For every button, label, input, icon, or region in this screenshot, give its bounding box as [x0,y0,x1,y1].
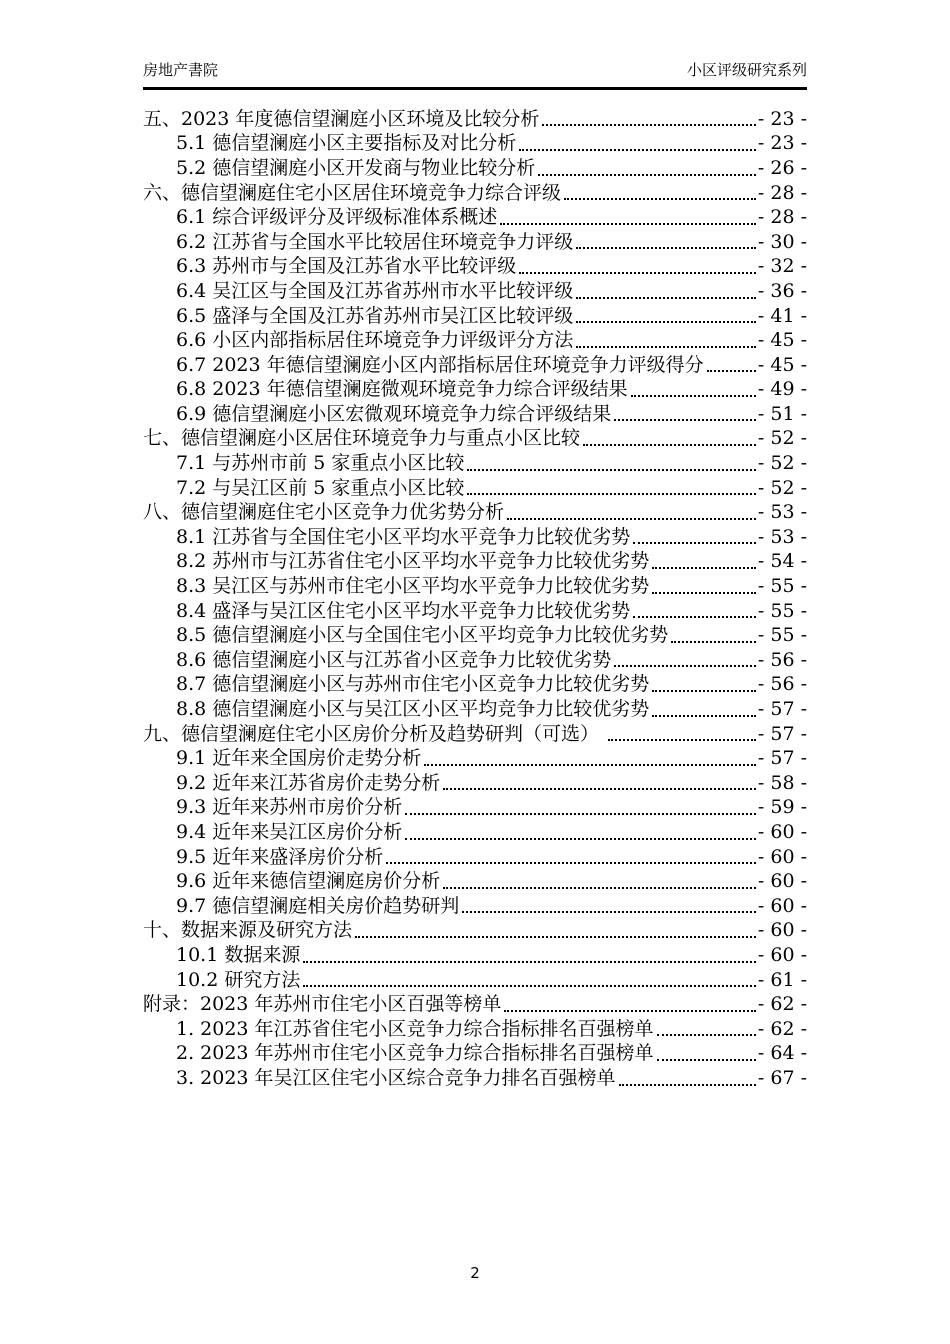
toc-entry[interactable] [143,1017,807,1042]
dot-leader [657,1041,756,1061]
dot-leader [443,869,756,889]
header-right-text: 小区评级研究系列 [686,61,807,79]
toc-entry-title: 6.3 苏州市与全国及江苏省水平比较评级 [176,255,517,278]
toc-entry-page-number: - 28 - [757,206,807,229]
dot-leader [633,599,756,619]
toc-entry-page-number: - 60 - [757,943,807,966]
toc-entry-page-number: - 62 - [757,1017,807,1040]
toc-entry[interactable] [143,795,807,820]
toc-entry[interactable] [143,549,807,574]
toc-entry[interactable] [143,279,807,304]
dot-leader [608,722,756,742]
toc-entry[interactable] [143,205,807,230]
toc-entry-page-number: - 53 - [757,525,807,548]
toc-entry-page-number: - 45 - [757,329,807,352]
dot-leader [631,377,756,397]
dot-leader [707,353,756,373]
toc-entry[interactable] [143,353,807,378]
toc-entry-title: 附录：2023 年苏州市住宅小区百强等榜单 [143,993,502,1016]
toc-entry[interactable] [143,156,807,181]
toc-entry[interactable] [143,722,807,747]
toc-entry-title: 6.5 盛泽与全国及江苏省苏州市吴江区比较评级 [176,304,574,327]
dot-leader [671,623,756,643]
toc-entry-title: 9.4 近年来吴江区房价分析 [176,820,403,843]
toc-entry-page-number: - 60 - [757,845,807,868]
toc-entry-page-number: - 26 - [757,156,807,179]
toc-entry[interactable] [143,377,807,402]
toc-entry-page-number: - 60 - [757,894,807,917]
dot-leader [405,795,756,815]
toc-entry[interactable] [143,918,807,943]
toc-entry-page-number: - 58 - [757,771,807,794]
dot-leader [583,426,756,446]
toc-entry[interactable] [143,845,807,870]
toc-entry[interactable] [143,426,807,451]
toc-entry-title: 6.7 2023 年德信望澜庭小区内部指标居住环境竞争力评级得分 [176,353,704,376]
toc-entry-title: 9.3 近年来苏州市房价分析 [176,796,403,819]
page-number: 2 [470,1264,480,1282]
toc-entry-page-number: - 53 - [757,501,807,524]
dot-leader [355,918,756,938]
dot-leader [576,279,756,299]
toc-entry-page-number: - 51 - [757,402,807,425]
toc-entry-page-number: - 60 - [757,919,807,942]
toc-entry-page-number: - 56 - [757,648,807,671]
toc-entry-page-number: - 55 - [757,599,807,622]
toc-entry[interactable] [143,746,807,771]
toc-entry[interactable] [143,869,807,894]
toc-entry-title: 9.1 近年来全国房价走势分析 [176,747,422,770]
page-header [143,0,807,90]
toc-entry-title: 九、德信望澜庭住宅小区房价分析及趋势研判（可选） [143,722,606,745]
toc-entry[interactable] [143,623,807,648]
toc-entry-title: 9.2 近年来江苏省房价走势分析 [176,771,441,794]
toc-entry-page-number: - 60 - [757,870,807,893]
toc-entry[interactable] [143,181,807,206]
toc-entry-page-number: - 55 - [757,624,807,647]
dot-leader [467,451,755,471]
dot-leader [576,328,756,348]
dot-leader [652,574,756,594]
toc-entry-page-number: - 30 - [757,230,807,253]
toc-entry-title: 8.8 德信望澜庭小区与吴江区小区平均竞争力比较优劣势 [176,698,650,720]
dot-leader [405,820,756,840]
toc-entry[interactable] [143,131,807,156]
toc-entry[interactable] [143,230,807,255]
toc-entry-title: 8.2 苏州市与江苏省住宅小区平均水平竞争力比较优劣势 [176,550,650,573]
toc-entry[interactable] [143,968,807,993]
toc-entry-page-number: - 62 - [757,993,807,1016]
toc-entry[interactable] [143,648,807,673]
toc-entry[interactable] [143,402,807,427]
header-left-text: 房地产書院 [143,61,219,79]
dot-leader [507,500,756,520]
toc-entry-title: 8.7 德信望澜庭小区与苏州市住宅小区竞争力比较优劣势 [176,673,650,696]
toc-entry-page-number: - 60 - [757,820,807,843]
dot-leader [619,1066,756,1086]
toc-entry-title: 6.6 小区内部指标居住环境竞争力评级评分方法 [176,329,574,352]
toc-entry-title: 9.7 德信望澜庭相关房价趋势研判 [176,894,460,917]
toc-entry-title: 8.1 江苏省与全国住宅小区平均水平竞争力比较优劣势 [176,525,631,548]
toc-entry-title: 7.2 与吴江区前 5 家重点小区比较 [176,476,465,499]
dot-leader [633,525,756,545]
dot-leader [424,746,756,766]
dot-leader [519,254,756,274]
toc-entry-page-number: - 57 - [757,747,807,770]
toc-entry-title: 6.2 江苏省与全国水平比较居住环境竞争力评级 [176,230,574,253]
toc-entry-page-number: - 23 - [757,132,807,155]
toc-entry[interactable] [143,328,807,353]
toc-entry-title: 五、2023 年度德信望澜庭小区环境及比较分析 [143,107,540,130]
toc-entry-title: 6.8 2023 年德信望澜庭微观环境竞争力综合评级结果 [176,378,628,401]
dot-leader [614,648,756,668]
toc-entry-page-number: - 41 - [757,304,807,327]
toc-entry[interactable] [143,820,807,845]
toc-entry-page-number: - 67 - [757,1066,807,1089]
toc-entry-page-number: - 52 - [757,452,807,475]
toc-entry-page-number: - 23 - [757,107,807,130]
toc-entry-title: 9.6 近年来德信望澜庭房价分析 [176,870,441,893]
dot-leader [462,894,756,914]
toc-entry[interactable] [143,476,807,501]
toc-entry-title: 七、德信望澜庭小区居住环境竞争力与重点小区比较 [143,427,581,450]
toc-entry-page-number: - 61 - [757,968,807,991]
toc-entry[interactable] [143,304,807,329]
toc-entry-title: 6.1 综合评级评分及评级标准体系概述 [176,206,498,229]
toc-entry-title: 9.5 近年来盛泽房价分析 [176,845,384,868]
toc-entry-page-number: - 52 - [757,476,807,499]
toc-entry-title: 8.5 德信望澜庭小区与全国住宅小区平均竞争力比较优劣势 [176,624,669,647]
toc-entry[interactable] [143,1066,807,1091]
dot-leader [500,205,756,225]
toc-entry-title: 8.4 盛泽与吴江区住宅小区平均水平竞争力比较优劣势 [176,599,631,622]
toc-entry-title: 6.9 德信望澜庭小区宏微观环境竞争力综合评级结果 [176,402,612,425]
toc-entry-title: 8.6 德信望澜庭小区与江苏省小区竞争力比较优劣势 [176,648,612,671]
toc-entry-title: 2. 2023 年苏州市住宅小区竞争力综合指标排名百强榜单 [176,1042,654,1065]
toc-entry-page-number: - 55 - [757,575,807,598]
toc-entry[interactable] [143,574,807,599]
toc-entry-title: 10.2 研究方法 [176,968,301,991]
toc-entry[interactable] [143,500,807,525]
toc-entry-page-number: - 49 - [757,378,807,401]
toc-entry-page-number: - 64 - [757,1042,807,1065]
dot-leader [443,771,756,791]
toc-entry[interactable] [143,672,807,697]
toc-entry[interactable] [143,599,807,624]
toc-entry-title: 8.3 吴江区与苏州市住宅小区平均水平竞争力比较优劣势 [176,575,650,598]
dot-leader [652,672,756,692]
toc-entry-title: 3. 2023 年吴江区住宅小区综合竞争力排名百强榜单 [176,1066,616,1089]
toc-entry[interactable] [143,525,807,550]
toc-entry[interactable] [143,107,807,132]
toc-entry-page-number: - 45 - [757,353,807,376]
dot-leader [519,131,756,151]
toc-entry-title: 十、数据来源及研究方法 [143,919,353,942]
dot-leader [564,181,756,201]
toc-entry-title: 5.2 德信望澜庭小区开发商与物业比较分析 [176,156,536,179]
toc-entry[interactable] [143,771,807,796]
dot-leader [652,549,756,569]
toc-entry[interactable] [143,451,807,476]
dot-leader [576,230,756,250]
toc-entry-page-number: - 57 - [757,722,807,745]
toc-entry-page-number: - 54 - [757,550,807,573]
toc-entry[interactable] [143,1041,807,1066]
toc-entry-page-number: - 32 - [757,255,807,278]
toc-entry[interactable] [143,697,807,722]
toc-entry-title: 7.1 与苏州市前 5 家重点小区比较 [176,452,465,475]
toc-entry[interactable] [143,254,807,279]
toc-entry[interactable] [143,894,807,919]
dot-leader [542,107,755,127]
dot-leader [652,697,756,717]
dot-leader [576,304,756,324]
toc-entry-title: 5.1 德信望澜庭小区主要指标及对比分析 [176,132,517,155]
dot-leader [614,402,756,422]
toc-entry-page-number: - 36 - [757,279,807,302]
toc-entry-title: 1. 2023 年江苏省住宅小区竞争力综合指标排名百强榜单 [176,1017,654,1040]
toc-entry-page-number: - 28 - [757,181,807,204]
toc-entry-title: 6.4 吴江区与全国及江苏省苏州市水平比较评级 [176,279,574,302]
dot-leader [303,968,756,988]
toc-entry-title: 六、德信望澜庭住宅小区居住环境竞争力综合评级 [143,181,562,204]
toc-entry-page-number: - 52 - [757,427,807,450]
dot-leader [504,992,755,1012]
toc-entry-title: 10.1 数据来源 [176,943,301,966]
dot-leader [467,476,755,496]
toc-entry-page-number: - 59 - [757,796,807,819]
toc-entry-page-number: - 57 - [757,698,807,720]
page-footer [0,1264,950,1282]
dot-leader [538,156,756,176]
dot-leader [657,1017,756,1037]
dot-leader [386,845,756,865]
toc-entry[interactable] [143,943,807,968]
toc-entry-page-number: - 56 - [757,673,807,696]
toc-list [143,107,807,1091]
toc-entry-title: 八、德信望澜庭住宅小区竞争力优劣势分析 [143,501,505,524]
dot-leader [303,943,756,963]
toc-entry[interactable] [143,992,807,1017]
